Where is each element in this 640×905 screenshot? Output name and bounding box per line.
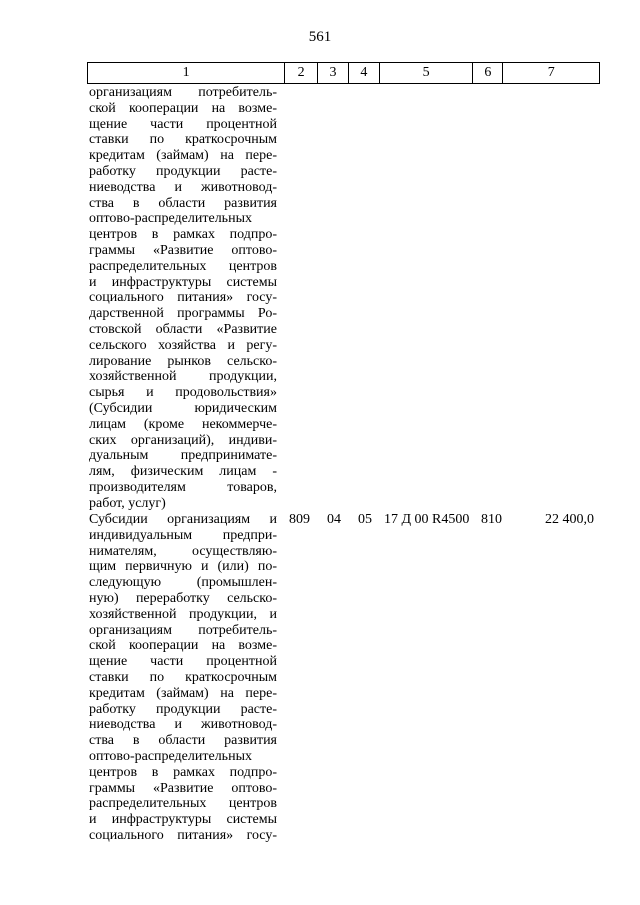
row-2-expense-type-code: 810 bbox=[481, 512, 502, 527]
text-line: стовской области «Развитие bbox=[89, 321, 277, 337]
text-line: граммы «Развитие оптово- bbox=[89, 780, 277, 796]
text-line: сырья и продовольствия» bbox=[89, 385, 277, 401]
text-line: оптово-распределительных bbox=[89, 211, 252, 227]
text-line: щение части процентной bbox=[89, 654, 277, 670]
header-col-6: 6 bbox=[473, 63, 503, 83]
text-line: ской кооперации на возме- bbox=[89, 638, 277, 654]
text-line: (Субсидии юридическим bbox=[89, 400, 277, 416]
row-2-section-code: 04 bbox=[327, 512, 341, 527]
text-line: и инфраструктуры системы bbox=[89, 274, 277, 290]
text-line: индивидуальным предпри- bbox=[89, 527, 277, 543]
text-line: хозяйственной продукции, bbox=[89, 369, 277, 385]
text-line: работ, услуг) bbox=[89, 495, 166, 511]
text-line: работку продукции расте- bbox=[89, 163, 277, 179]
text-line: щим первичную и (или) по- bbox=[89, 559, 277, 575]
text-line: ставки по краткосрочным bbox=[89, 132, 277, 148]
text-line: щение части процентной bbox=[89, 116, 277, 132]
page-number: 561 bbox=[308, 29, 332, 45]
header-col-3: 3 bbox=[318, 63, 349, 83]
text-line: ства в области развития bbox=[89, 733, 277, 749]
row-2-description bbox=[89, 512, 277, 844]
header-col-1: 1 bbox=[88, 63, 285, 83]
header-col-5: 5 bbox=[380, 63, 474, 83]
text-line: ниеводства и животновод- bbox=[89, 717, 277, 733]
text-line: организациям потребитель- bbox=[89, 622, 277, 638]
text-line: ских организаций), индиви- bbox=[89, 432, 277, 448]
text-line: распределительных центров bbox=[89, 258, 277, 274]
text-line: оптово-распределительных bbox=[89, 748, 252, 764]
text-line: лирование рынков сельско- bbox=[89, 353, 277, 369]
text-line: дуальным предпринимате- bbox=[89, 448, 277, 464]
text-line: и инфраструктуры системы bbox=[89, 812, 277, 828]
text-line: ставки по краткосрочным bbox=[89, 669, 277, 685]
row-2-grbs-code: 809 bbox=[289, 512, 310, 527]
text-line: лицам (кроме некоммерче- bbox=[89, 416, 277, 432]
text-line: кредитам (займам) на пере- bbox=[89, 148, 277, 164]
text-line: социального питания» госу- bbox=[89, 827, 277, 843]
text-line: следующую (промышлен- bbox=[89, 575, 277, 591]
text-line: граммы «Развитие оптово- bbox=[89, 242, 277, 258]
row-2-target-article-code: 17 Д 00 R4500 bbox=[384, 512, 470, 527]
text-line: ства в области развития bbox=[89, 195, 277, 211]
text-line: ную) переработку сельско- bbox=[89, 590, 277, 606]
row-1-description bbox=[89, 85, 277, 512]
row-2-amount: 22 400,0 bbox=[545, 512, 594, 527]
header-col-4: 4 bbox=[349, 63, 380, 83]
text-line: ниеводства и животновод- bbox=[89, 179, 277, 195]
text-line: центров в рамках подпро- bbox=[89, 227, 277, 243]
text-line: распределительных центров bbox=[89, 796, 277, 812]
header-col-2: 2 bbox=[285, 63, 318, 83]
text-line: производителям товаров, bbox=[89, 479, 277, 495]
text-line: центров в рамках подпро- bbox=[89, 764, 277, 780]
text-line: сельского хозяйства и регу- bbox=[89, 337, 277, 353]
table-header-row bbox=[87, 62, 600, 84]
text-line: ской кооперации на возме- bbox=[89, 100, 277, 116]
header-col-7: 7 bbox=[547, 65, 555, 80]
text-line: социального питания» госу- bbox=[89, 290, 277, 306]
text-line: организациям потребитель- bbox=[89, 85, 277, 100]
text-line: нимателям, осуществляю- bbox=[89, 543, 277, 559]
row-2-subsection-code: 05 bbox=[358, 512, 372, 527]
text-line: кредитам (займам) на пере- bbox=[89, 685, 277, 701]
text-line: работку продукции расте- bbox=[89, 701, 277, 717]
text-line: Субсидии организациям и bbox=[89, 512, 277, 527]
text-line: дарственной программы Ро- bbox=[89, 306, 277, 322]
text-line: лям, физическим лицам - bbox=[89, 464, 277, 480]
text-line: хозяйственной продукции, и bbox=[89, 606, 277, 622]
